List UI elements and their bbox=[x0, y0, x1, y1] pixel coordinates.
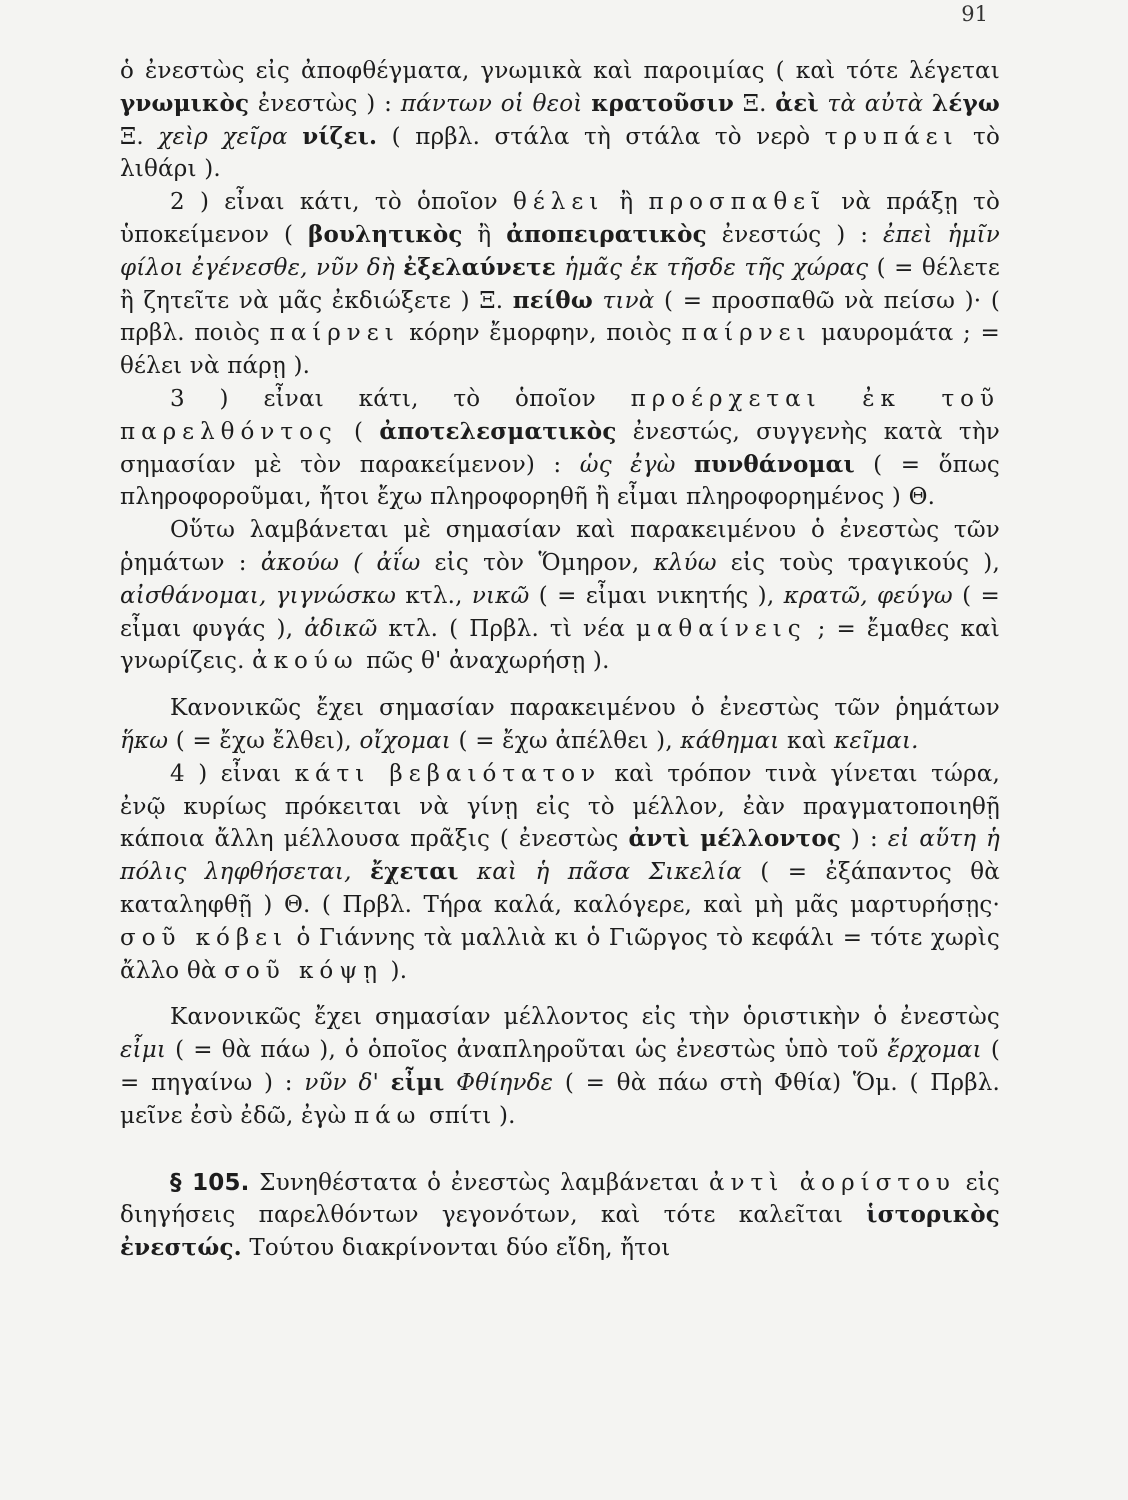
paragraph bbox=[120, 758, 1000, 988]
spaced-emphasis: ἀντὶ ἀορίστου bbox=[708, 1169, 956, 1196]
text-run: ( = θὰ πάω στὴ Φθία) Ὅμ. ( Πρβλ. μεῖνε ἐσὺ ἐδῶ, ἐγὼ bbox=[120, 1069, 1001, 1129]
italic-quote: κεῖμαι. bbox=[834, 727, 919, 754]
text-run bbox=[288, 124, 302, 150]
spaced-emphasis: θέλει bbox=[512, 189, 605, 216]
bold-term: πείθω bbox=[512, 286, 593, 314]
paragraph bbox=[120, 514, 1000, 678]
italic-quote: χεὶρ χεῖρα bbox=[158, 123, 288, 150]
italic-quote: εἶμι bbox=[120, 1037, 167, 1064]
text-run: 3 ) εἶναι κάτι, τὸ ὁποῖον bbox=[170, 385, 631, 412]
section-number: § 105. bbox=[170, 1169, 250, 1196]
bold-term: λέγω bbox=[932, 89, 1000, 117]
italic-quote: κλύω bbox=[653, 549, 717, 576]
text-run: ( = προσπαθῶ νὰ πείσω )· ( πρβλ. ποιὸς bbox=[120, 287, 1000, 347]
bold-term: ἐξελαύνετε bbox=[403, 253, 556, 281]
paragraph bbox=[120, 1167, 1000, 1265]
text-run bbox=[583, 91, 592, 117]
text-run: εἰς τοὺς τραγικούς ), bbox=[716, 549, 1000, 576]
italic-quote: τὰ αὐτὰ bbox=[827, 90, 924, 117]
page-text bbox=[120, 55, 1000, 1265]
italic-quote: ἀκούω ( ἀΐω bbox=[260, 549, 421, 576]
italic-quote: πάντων οἱ θεοὶ bbox=[400, 90, 583, 117]
text-run: ἐνεστώς, συγγενὴς κατὰ τὴν σημασίαν μὲ τὸν παρακείμενον) : bbox=[120, 418, 1000, 478]
italic-quote: νῦν δ' bbox=[304, 1069, 380, 1096]
text-run: ( = ἔχω ἀπέλθει ), bbox=[451, 727, 681, 754]
text-run: σπίτι ). bbox=[421, 1102, 516, 1129]
paragraph bbox=[120, 186, 1000, 383]
text-run: ( = εἶμαι φυγάς ), bbox=[120, 582, 1000, 642]
paragraph bbox=[120, 383, 1000, 514]
text-run: ( = ἔχω ἔλθει), bbox=[168, 727, 360, 754]
text-run: κόρην ἔμορφην, ποιὸς bbox=[399, 320, 682, 347]
text-run: Συνηθέστατα ὁ ἐνεστὼς λαμβάνεται bbox=[249, 1169, 709, 1196]
bold-term: ἀποτελεσματικὸς bbox=[379, 417, 617, 445]
text-run: ( = πηγαίνω ) : bbox=[120, 1037, 1000, 1096]
bold-term: ἀποπειρατικὸς bbox=[506, 220, 707, 248]
text-run: ( πρβλ. στάλα τὴ στάλα τὸ νερὸ bbox=[377, 123, 825, 150]
text-run: ; = ἔμαθες καὶ γνωρίζεις. bbox=[120, 615, 1001, 675]
text-run: καὶ bbox=[779, 727, 835, 754]
bold-term: ἀεὶ bbox=[775, 89, 819, 117]
text-run: ( = ὅπως πληροφοροῦμαι, ἤτοι ἔχω πληροφορηθῆ ἢ εἶμαι πληροφορημένος ) Θ. bbox=[120, 451, 1000, 511]
italic-quote: αἰσθάνομαι, γιγνώσκω bbox=[120, 582, 397, 609]
text-run: ἐνεστώς ) : bbox=[706, 221, 884, 248]
paragraph bbox=[120, 55, 1000, 186]
bold-term: νίζει. bbox=[302, 122, 378, 150]
text-run: νὰ πράξῃ τὸ ὑποκείμενον ( bbox=[120, 189, 1000, 248]
paragraph bbox=[120, 692, 1000, 758]
text-run: ἢ bbox=[462, 221, 507, 248]
text-run: 4 ) εἶναι bbox=[170, 760, 295, 787]
spaced-emphasis: κάτι βεβαιότατον bbox=[294, 760, 602, 787]
text-run bbox=[676, 452, 694, 478]
bold-term: βουλητικὸς bbox=[307, 220, 463, 248]
text-run: κτλ., bbox=[396, 582, 472, 609]
text-run: πῶς θ' ἀναχωρήσῃ ). bbox=[358, 648, 610, 675]
text-run: ( = ἐξάπαντος θὰ καταληφθῇ ) Θ. ( Πρβλ. Τήρα καλά, καλόγερε, καὶ μὴ μᾶς μαρτυρήσῃς· bbox=[120, 859, 1000, 918]
italic-quote: καὶ ἡ πᾶσα Σικελία bbox=[476, 859, 742, 886]
text-run: καὶ τρόπον τινὰ γίνεται τώρα, ἐνῷ κυρίως πρόκειται νὰ γίνῃ εἰς τὸ μέλλον, ἐὰν πραγματοποιηθῇ κάποια ἄλλη μέλλουσα πρᾶξις ( ἐνεστὼς bbox=[120, 760, 1000, 853]
italic-quote: ἐπεὶ ἡμῖν φίλοι ἐγένεσθε, νῦν δὴ bbox=[120, 221, 1000, 281]
italic-quote: ἡμᾶς ἐκ τῆσδε τῆς χώρας bbox=[564, 254, 869, 281]
italic-quote: οἴχομαι bbox=[359, 727, 451, 754]
spaced-emphasis: παίρνει bbox=[681, 320, 812, 347]
italic-quote: κρατῶ, φεύγω bbox=[783, 582, 953, 609]
page-number: 91 bbox=[961, 2, 988, 26]
text-run bbox=[395, 255, 403, 281]
text-run: Κανονικῶς ἔχει σημασίαν παρακειμένου ὁ ἐνεστὼς τῶν ῥημάτων bbox=[170, 695, 1000, 722]
text-run: ( = θὰ πάω ), ὁ ὁποῖος ἀναπληροῦται ὡς ἐνεστὼς ὑπὸ τοῦ bbox=[166, 1037, 888, 1064]
text-run: Οὕτω λαμβάνεται μὲ σημασίαν καὶ παρακειμένου ὁ ἐνεστὼς τῶν ῥημάτων : bbox=[120, 517, 1000, 576]
text-run: 2 ) εἶναι κάτι, τὸ ὁποῖον bbox=[170, 189, 513, 216]
text-run: εἰς τὸν Ὅμηρον, bbox=[420, 549, 654, 576]
text-run bbox=[379, 1070, 391, 1096]
spaced-emphasis: πάω bbox=[353, 1102, 422, 1129]
italic-quote: ἀδικῶ bbox=[304, 615, 378, 642]
italic-quote: τινὰ bbox=[602, 287, 655, 314]
text-run: ( = εἶμαι νικητής ), bbox=[529, 582, 784, 609]
bold-term: γνωμικὸς bbox=[120, 89, 250, 117]
spaced-emphasis: προσπαθεῖ bbox=[648, 189, 827, 216]
bold-term: κρατοῦσιν bbox=[591, 89, 735, 117]
italic-quote: ἔρχομαι bbox=[887, 1037, 982, 1064]
text-run: ) : bbox=[841, 826, 888, 853]
text-run: ἐνεστὼς ) : bbox=[249, 90, 401, 117]
italic-quote: κάθημαι bbox=[680, 727, 780, 754]
text-run bbox=[445, 1070, 457, 1096]
text-run: ( bbox=[337, 418, 380, 445]
spaced-emphasis: μαθαίνεις bbox=[635, 615, 807, 642]
italic-quote: ἥκω bbox=[120, 727, 169, 754]
text-run: Τούτου διακρίνονται δύο εἴδη, ἤτοι bbox=[241, 1235, 671, 1262]
text-run: εἰς διηγήσεις παρελθόντων γεγονότων, καὶ τότε καλεῖται bbox=[120, 1169, 1000, 1229]
bold-term: πυνθάνομαι bbox=[694, 450, 855, 478]
text-run: μαυρομάτα ; = θέλει νὰ πάρῃ ). bbox=[120, 320, 1000, 380]
text-run: ἢ bbox=[604, 189, 649, 216]
text-run: Κανονικῶς ἔχει σημασίαν μέλλοντος εἰς τὴν ὁριστικὴν ὁ ἐνεστὼς bbox=[170, 1004, 1000, 1031]
text-run: ὁ ἐνεστὼς εἰς ἀποφθέγματα, γνωμικὰ καὶ παροιμίας ( καὶ τότε λέγεται bbox=[120, 58, 1000, 84]
text-run: ( = θέλετε ἢ ζητεῖτε νὰ μᾶς ἐκδιώξετε ) Ξ. bbox=[120, 254, 1000, 314]
italic-quote: νικῶ bbox=[471, 582, 530, 609]
text-run: κτλ. ( Πρβλ. τὶ νέα bbox=[377, 615, 636, 642]
bold-term: ἔχεται bbox=[369, 858, 459, 886]
italic-quote: εἰ αὕτη ἡ πόλις ληφθήσεται, bbox=[120, 826, 1001, 886]
spaced-emphasis: προέρχεται ἐκ τοῦ παρελθόντος bbox=[120, 385, 1000, 445]
spaced-emphasis: τρυπάει bbox=[824, 123, 959, 150]
spaced-emphasis: ἀκούω bbox=[252, 648, 359, 675]
paragraph bbox=[120, 1001, 1000, 1132]
italic-quote: Φθίηνδε bbox=[456, 1069, 554, 1096]
bold-term: ἱστορικὸς ἐνεστώς. bbox=[120, 1201, 1000, 1262]
text-run: ). bbox=[383, 957, 408, 984]
italic-quote: ὡς ἐγὼ bbox=[579, 451, 676, 478]
bold-term: εἶμι bbox=[390, 1068, 445, 1096]
bold-term: ἀντὶ μέλλοντος bbox=[628, 825, 842, 853]
text-run: Ξ. bbox=[120, 123, 159, 150]
text-run bbox=[923, 91, 932, 117]
spaced-emphasis: παίρνει bbox=[269, 320, 400, 347]
text-run: τὸ λιθάρι ). bbox=[120, 123, 1001, 183]
spaced-emphasis: σοῦ κόψῃ bbox=[224, 957, 384, 984]
text-run bbox=[352, 859, 370, 885]
text-run: Ξ. bbox=[734, 90, 776, 117]
text-run: ὁ Γιάννης τὰ μαλλιὰ κι ὁ Γιῶργος τὸ κεφάλι = τότε χωρὶς ἄλλο θὰ bbox=[120, 924, 1000, 984]
spaced-emphasis: σοῦ κόβει bbox=[120, 924, 289, 951]
text-run bbox=[459, 859, 477, 885]
